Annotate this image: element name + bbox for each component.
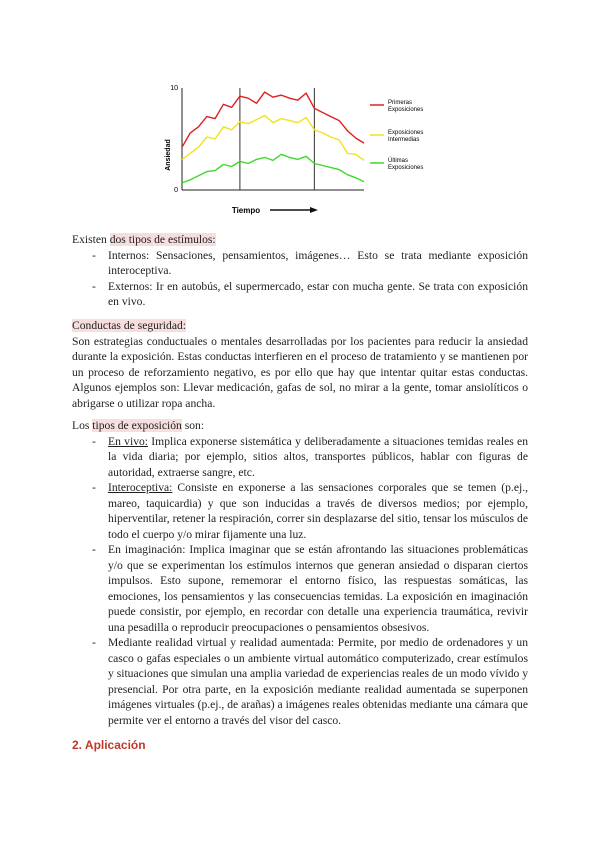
section-safety-behaviours [72,318,528,411]
section-heading-aplicacion: 2. Aplicación [72,738,146,752]
legend-label-ultimas: Últimas Exposiciones [388,158,424,171]
stimuli-highlight: dos tipos de estímulos: [109,233,216,246]
series-line-1 [182,116,364,161]
y-tick-top: 10 [170,85,178,92]
list-item: - Externos: Ir en autobús, el supermercado, estar con mucha gente. Se trata con exposición en vivo. [72,279,528,310]
exposure-highlight: tipos de exposición [92,419,182,432]
stimuli-intro: Existen dos tipos de estímulos: [72,233,216,246]
exposure-list [72,434,528,729]
x-axis-label: Tiempo [231,206,261,215]
legend-label-primeras: Primeras Exposiciones [388,100,424,113]
legend [370,100,423,171]
list-item: - Mediante realidad virtual y realidad aumentada: Permite, por medio de ordenadores y un casco o gafas especiales o un ambiente virtual automático computerizado, crear estímulos y situaciones que simulan una amplia variedad de experiencias reales de un modo vívido y presencial. Por otra parte, en la exposición mediante realidad aumentada se superponen imágenes virtuales (p.ej., de arañas) a imágenes reales obtenidas mediante una cámara que permite ver el entorno a través del visor del casco. [72,635,528,728]
section-exposure-types [72,418,528,728]
chart-plot-area [182,88,364,190]
legend-label-intermedias: Exposiciones Intermedias [388,130,424,143]
safety-body: Son estrategias conductuales o mentales desarrolladas por los pacientes para reducir la ansiedad durante la exposición. Estas conductas interfieren en el proceso de tratamiento y se mantienen por un proceso de reforzamiento negativo, es por ello que hay que intentar quitar estas conductas. Algunos ejemplos son: Llevar medicación, gafas de sol, no mirar a la gente, tomar ansiolíticos o abrigarse o utilizar ropa ancha. [72,334,528,410]
y-tick-bottom: 0 [174,187,178,194]
list-item: - En vivo: Implica exponerse sistemática y deliberadamente a situaciones temidas reales en la vida diaria; por ejemplo, sitios altos, transportes públicos, hablar con figuras de autoridad, extraerse sangre, etc. [72,434,528,481]
y-axis-label: Ansiedad [165,139,172,171]
list-item: - En imaginación: Implica imaginar que se están afrontando las situaciones problemáticas y/o que se experimentan los estímulos internos que generan ansiedad o disparan ciertos impulsos. Esto supone, rememorar el entorno físico, las respuestas somáticas, las emociones, los pensamientos y las consecuencias temidas. La exposición en imaginación puede consistir, por ejemplo, en recordar con detalle una experiencia traumática, revivir una pesadilla o reproducir preocupaciones o pensamientos obsesivos. [72,542,528,635]
section-stimuli [72,232,528,310]
x-axis-arrow [270,207,318,213]
list-item: - Internos: Sensaciones, pensamientos, imágenes… Esto se trata mediante exposición interoceptiva. [72,248,528,279]
anxiety-chart [158,80,448,215]
safety-heading: Conductas de seguridad: [72,319,186,332]
exposure-intro: Los tipos de exposición son: [72,419,205,432]
stimuli-list [72,248,528,310]
list-item: - Interoceptiva: Consiste en exponerse a las sensaciones corporales que se temen (p.ej., mareo, taquicardia) y que son inducidas a través de diversos medios; por ejemplo, hiperventilar, retener la respiración, correr sin desplazarse del sitio, tensar los músculos de todo el cuerpo y/o mirar fijamente una luz. [72,480,528,542]
series-line-2 [182,154,364,183]
